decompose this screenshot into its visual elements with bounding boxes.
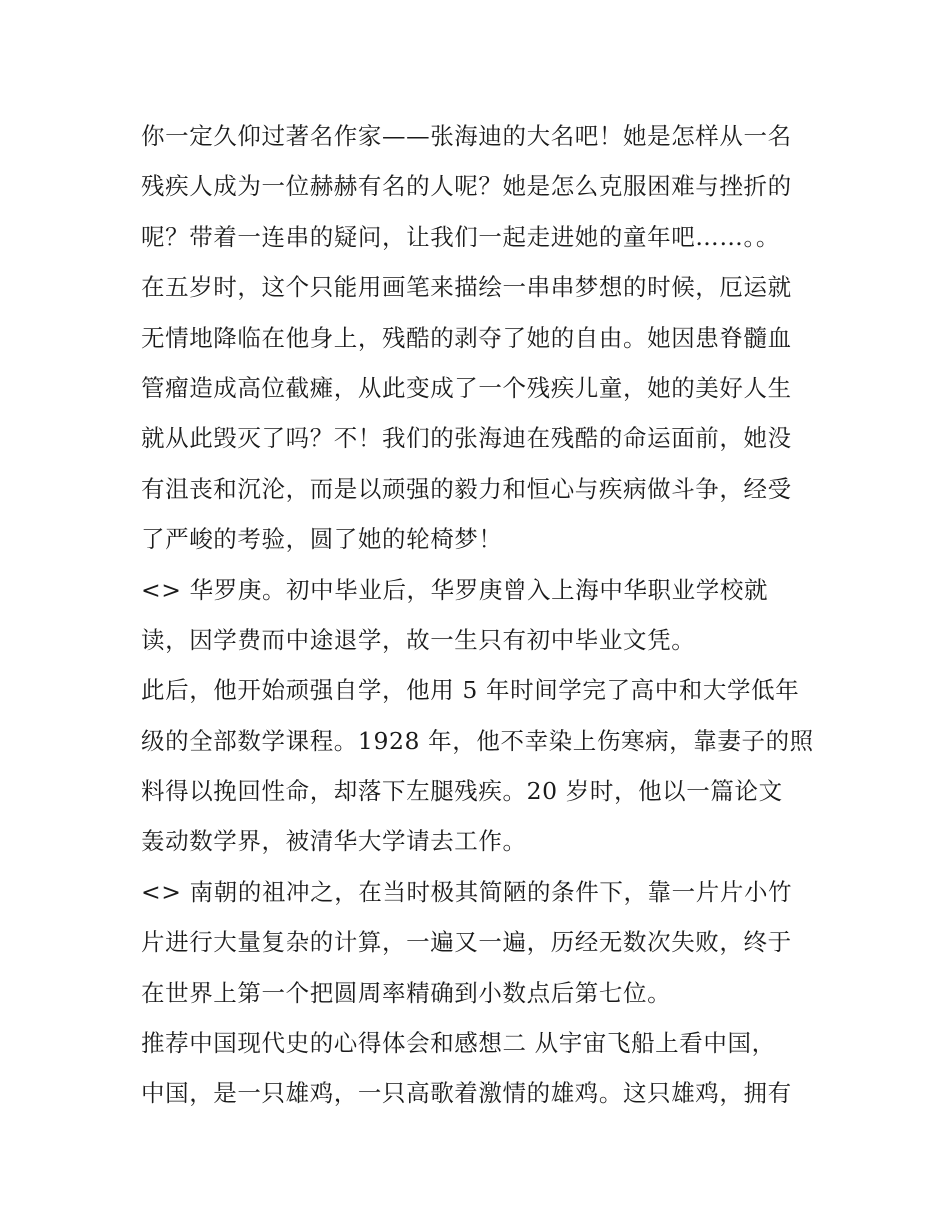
text-line: 你一定久仰过著名作家——张海迪的大名吧！她是怎样从一名 (141, 122, 792, 150)
text-line: <> 南朝的祖冲之，在当时极其简陋的条件下，靠一片片小竹 (141, 877, 793, 906)
text-line: 呢？带着一连串的疑问，让我们一起走进她的童年吧……。。 (141, 222, 780, 251)
text-line: 在世界上第一个把圆周率精确到小数点后第七位。 (141, 978, 672, 1007)
text-line: 读，因学费而中途退学，故一生只有初中毕业文凭。 (141, 625, 696, 654)
text-line: 在五岁时，这个只能用画笔来描绘一串串梦想的时候，厄运就 (141, 273, 792, 302)
document-body (141, 111, 821, 1119)
text-line: 料得以挽回性命，却落下左腿残疾。20 岁时，他以一篇论文 (141, 777, 783, 806)
text-line: 此后，他开始顽强自学，他用 5 年时间学完了高中和大学低年 (141, 676, 800, 705)
text-line: 了严峻的考验，圆了她的轮椅梦！ (141, 525, 503, 554)
text-line: 管瘤造成高位截瘫，从此变成了一个残疾儿童，她的美好人生 (141, 373, 792, 402)
text-line: 轰动数学界，被清华大学请去工作。 (141, 827, 527, 856)
text-line: 级的全部数学课程。1928 年，他不幸染上伤寒病，靠妻子的照 (141, 726, 814, 755)
text-line: 推荐中国现代史的心得体会和感想二 从宇宙飞船上看中国， (141, 1029, 776, 1058)
text-line: 片进行大量复杂的计算，一遍又一遍，历经无数次失败，终于 (141, 928, 792, 957)
text-line: 有沮丧和沉沦，而是以顽强的毅力和恒心与疾病做斗争，经受 (141, 474, 792, 503)
text-line: 中国，是一只雄鸡，一只高歌着激情的雄鸡。这只雄鸡，拥有 (141, 1079, 792, 1108)
text-line: 残疾人成为一位赫赫有名的人呢？她是怎么克服困难与挫折的 (141, 172, 792, 201)
text-line: <> 华罗庚。初中毕业后，华罗庚曾入上海中华职业学校就 (141, 575, 769, 604)
text-line: 就从此毁灭了吗？不！我们的张海迪在残酷的命运面前，她没 (141, 424, 792, 453)
text-line: 无情地降临在他身上，残酷的剥夺了她的自由。她因患脊髓血 (141, 323, 792, 352)
